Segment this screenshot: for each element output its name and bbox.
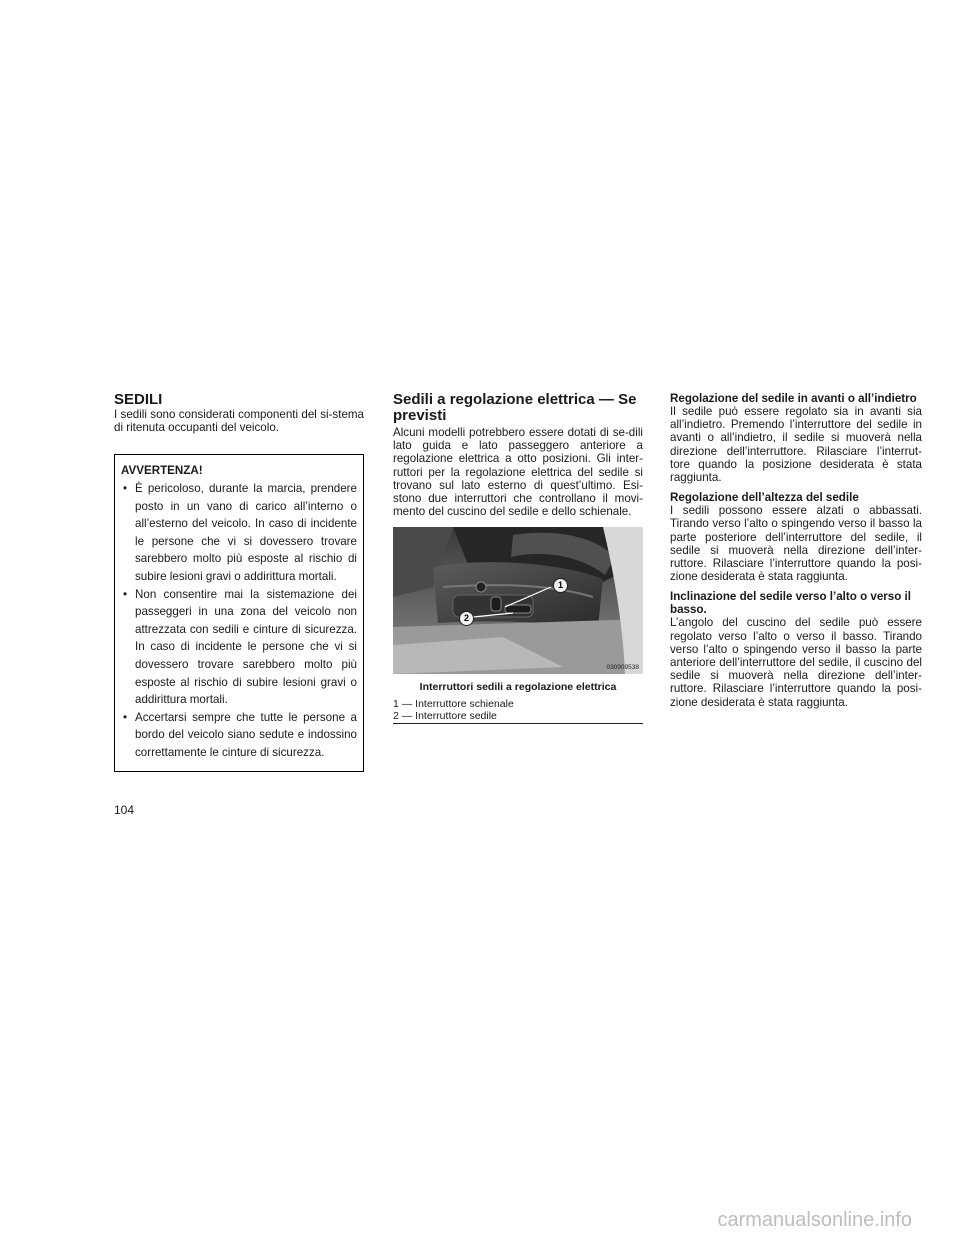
image-code: 030909538 <box>606 664 639 672</box>
warning-title: AVVERTENZA! <box>121 464 203 478</box>
column-adjustments <box>670 392 922 709</box>
page-number: 104 <box>114 803 135 817</box>
warning-list <box>121 480 357 762</box>
body-tilt: L’angolo del cuscino del sedile può essere regolato verso l’alto o verso il basso. Tirando verso l’alto o spingendo verso il basso la parte anteriore dell’interruttore del sedile, il cuscino del sedile si muoverà nella direzione dell’inter-ruttore. Rilasciare l’interruttore quando la posi-zione desiderata è stata raggiunta. <box>670 616 922 709</box>
callout-2: 2 <box>459 611 474 626</box>
figure-legend <box>393 699 643 724</box>
bullet-icon: • <box>123 587 128 601</box>
legend-item: 1 — Interruttore schienale <box>393 698 514 711</box>
body-fore-aft: Il sedile può essere regolato sia in avanti sia all’indietro. Premendo l’interruttore del sedile in avanti o all’indietro, il sedile si muoverà nella direzione dell’interruttore. Rilasciare l’interrut-tore quando la posizione desiderata è stata raggiunta. <box>670 405 922 485</box>
warning-item-text: Accertarsi sempre che tutte le persone a bordo del veicolo siano sedute e indossino correttamente le cinture di sicurezza. <box>135 710 357 759</box>
bullet-icon: • <box>123 710 128 724</box>
warning-item <box>121 480 357 586</box>
warning-box <box>114 454 364 771</box>
power-seats-body: Alcuni modelli potrebbero essere dotati di se-dili lato guida e lato passeggero anteriore a regolazione elettrica a otto posizioni. Gli inter-ruttori per la regolazione elettrica del sedile si trovano sul lato esterno di quest’ultimo. Esi-stono due interruttori che controllano il movi-mento del cuscino del sedile e dello schienale. <box>393 426 643 519</box>
warning-item <box>121 586 357 709</box>
subheading-height: Regolazione dell’altezza del sedile <box>670 491 859 505</box>
bullet-icon: • <box>123 482 128 495</box>
warning-item-text: È pericoloso, durante la marcia, prendere posto in un vano di carico all’interno o all’esterno del veicolo. In caso di incidente le persone che vi si dovessero trovare sarebbero molto più esposte al rischio di subire lesioni gravi o addirittura mortali. <box>135 482 357 583</box>
column-seats <box>114 392 364 772</box>
seat-photo-illustration <box>393 527 643 674</box>
legend-item: 2 — Interruttore sedile <box>393 709 497 722</box>
figure-caption: Interruttori sedili a regolazione elettrica <box>419 681 617 694</box>
callout-1: 1 <box>553 578 568 593</box>
section-heading-power-seats: Sedili a regolazione elettrica — Se previsti <box>393 391 637 424</box>
column-power-seats <box>393 392 643 724</box>
warning-item-text: Non consentire mai la sistemazione dei passeggeri in una zona del veicolo non attrezzata con sedili e cinture di sicurezza. In caso di incidente le persone che vi si dovessero trovare sarebbero molto più esposte al rischio di subire lesioni gravi o addirittura mortali. <box>135 587 357 707</box>
figure-power-seat-switches <box>393 527 643 724</box>
section-heading-seats: SEDILI <box>114 391 163 408</box>
subheading-fore-aft: Regolazione del sedile in avanti o all’indietro <box>670 392 917 405</box>
seats-intro: I sedili sono considerati componenti del si-stema di ritenuta occupanti del veicolo. <box>114 408 364 435</box>
warning-item <box>121 709 357 762</box>
body-height: I sedili possono essere alzati o abbassati. Tirando verso l’alto o spingendo verso il basso la parte posteriore dell’interruttore del sedile, il sedile si muoverà nella direzione dell’inter-ruttore. Rilasciare l’interruttore quando la posi-zione desiderata è stata raggiunta. <box>670 504 922 584</box>
seat-switches-photo <box>393 527 643 674</box>
subheading-tilt: Inclinazione del sedile verso l’alto o verso il basso. <box>670 590 911 617</box>
watermark: carmanualsonline.info <box>717 1209 912 1231</box>
